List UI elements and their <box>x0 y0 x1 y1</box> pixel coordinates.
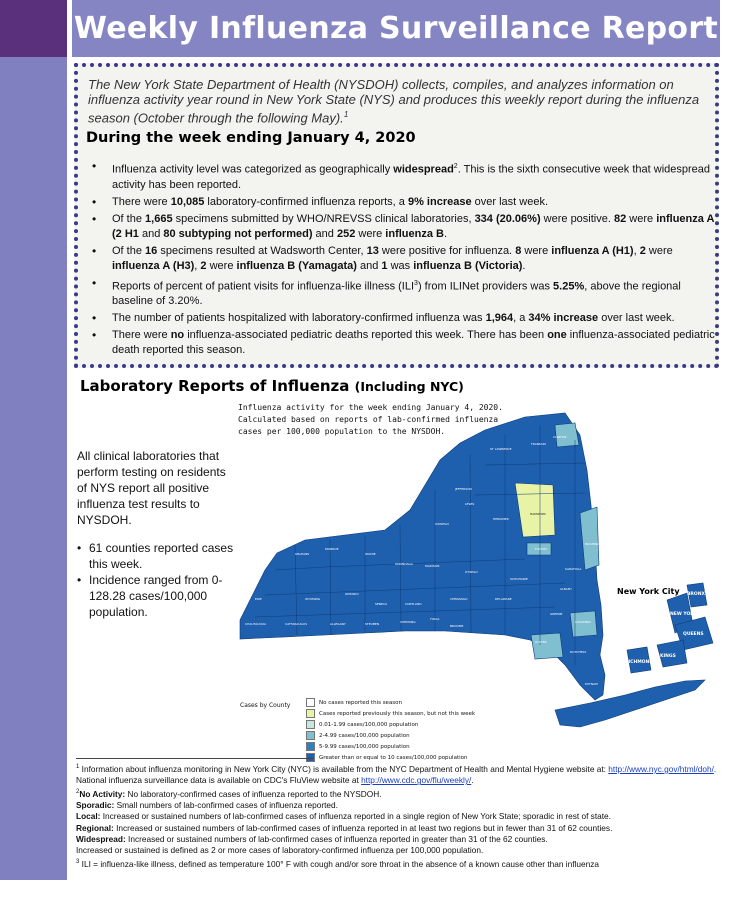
svg-text:ONTARIO: ONTARIO <box>345 592 359 596</box>
legend-item-very-high: Greater than or equal to 10 cases/100,000 population <box>306 752 475 763</box>
map-caption <box>238 402 528 438</box>
lab-bullet-counties: • 61 counties reported cases this week. <box>77 540 237 572</box>
legend-item-none: No cases reported this season <box>306 697 475 708</box>
svg-text:FULTON: FULTON <box>535 547 547 551</box>
svg-text:HAMILTON: HAMILTON <box>530 512 546 516</box>
svg-text:ALLEGANY: ALLEGANY <box>330 622 346 626</box>
svg-text:LEWIS: LEWIS <box>465 502 475 506</box>
svg-text:KINGS: KINGS <box>660 654 676 659</box>
title-banner <box>72 0 720 57</box>
legend-item-previous: Cases reported previously this season, but not this week <box>306 708 475 719</box>
svg-text:CORTLAND: CORTLAND <box>405 602 422 606</box>
intro-paragraph <box>88 77 713 125</box>
svg-text:ORLEANS: ORLEANS <box>295 552 310 556</box>
legend-swatch <box>306 720 315 729</box>
svg-text:CATTARAUGUS: CATTARAUGUS <box>285 622 307 626</box>
summary-box <box>74 63 719 368</box>
lab-bullet-list <box>77 540 237 620</box>
svg-text:PUTNAM: PUTNAM <box>585 682 598 686</box>
svg-text:ORANGE: ORANGE <box>535 672 548 676</box>
summary-bullet-list <box>90 159 718 360</box>
svg-text:OSWEGO: OSWEGO <box>435 522 449 526</box>
svg-text:DELAWARE: DELAWARE <box>495 597 512 601</box>
svg-text:BRONX: BRONX <box>687 592 705 597</box>
svg-text:HERKIMER: HERKIMER <box>493 517 509 521</box>
svg-text:WASHINGTON: WASHINGTON <box>585 542 606 546</box>
svg-text:SCHOHARIE: SCHOHARIE <box>510 577 528 581</box>
svg-text:JEFFERSON: JEFFERSON <box>455 487 472 491</box>
svg-text:NEW YORK: NEW YORK <box>670 612 698 617</box>
legend-item-low: 0.01-1.99 cases/100,000 population <box>306 719 475 730</box>
svg-text:WAYNE: WAYNE <box>365 552 376 556</box>
svg-text:GREENE: GREENE <box>550 612 563 616</box>
svg-text:DUTCHESS: DUTCHESS <box>570 650 587 654</box>
svg-text:CHENANGO: CHENANGO <box>450 597 468 601</box>
svg-text:OTSEGO: OTSEGO <box>465 570 478 574</box>
bullet-activity-level: • Influenza activity level was categorized as geographically widespread$^2$. This is the sixth consecutive week that widespread activity has been reported. <box>90 159 718 193</box>
legend-swatch <box>306 698 315 707</box>
svg-text:CHEMUNG: CHEMUNG <box>400 620 416 624</box>
footnote-1: $^1$ Information about influenza monitoring in New York City (NYC) is available from the NYC Department of Health and Mental Hygiene website at: http://www.nyc.gov/html/doh/. National influenza surveillance data is available on CDC's FluView website at http://www.cdc.gov/flu/weekly/. <box>76 763 717 786</box>
svg-text:RICHMOND: RICHMOND <box>625 660 654 665</box>
svg-text:ALBANY: ALBANY <box>560 587 572 591</box>
legend-title: Cases by County <box>240 702 291 709</box>
svg-text:MADISON: MADISON <box>425 564 440 568</box>
week-heading: During the week ending January 4, 2020 <box>86 130 416 146</box>
svg-text:WYOMING: WYOMING <box>305 597 321 601</box>
footnote-regional: Regional: Increased or sustained numbers of lab-confirmed cases of influenza reported in at least two regions but in fewer than 31 of 62 counties. <box>76 822 613 833</box>
footnote-divider <box>76 758 313 759</box>
map-legend <box>306 697 475 763</box>
footnote-3: $^3$ ILI = influenza-like illness, defined as temperature 100° F with cough and/or sore throat in the absence of a known cause other than influenza <box>76 858 599 869</box>
svg-text:CLINTON: CLINTON <box>553 435 567 439</box>
bullet-clinical-labs: • Of the 1,665 specimens submitted by WHO/NREVSS clinical laboratories, 334 (20.06%) were positive. 82 were influenza A (2 H1 and 80 subtyping not performed) and 252 were influenza B. <box>90 212 718 242</box>
svg-text:SENECA: SENECA <box>375 602 388 606</box>
footnote-widespread: Widespread: Increased or sustained numbers of lab-confirmed cases of influenza reported in greater than 31 of the 62 counties. <box>76 833 548 844</box>
legend-swatch <box>306 709 315 718</box>
intro-footnote-ref: 1 <box>343 110 349 119</box>
svg-text:CHAUTAUQUA: CHAUTAUQUA <box>245 622 267 626</box>
svg-text:QUEENS: QUEENS <box>683 632 704 637</box>
svg-text:SARATOGA: SARATOGA <box>565 567 582 571</box>
bullet-wadsworth: • Of the 16 specimens resulted at Wadsworth Center, 13 were positive for influenza. 8 were influenza A (H1), 2 were influenza A (H3), 2 were influenza B (Yamagata) and 1 was influenza B (Victoria). <box>90 244 718 274</box>
left-decorative-bar <box>0 0 67 880</box>
legend-item-moderate: 2-4.99 cases/100,000 population <box>306 730 475 741</box>
lab-reports-heading: Laboratory Reports of Influenza (Including NYC) <box>80 377 464 395</box>
legend-item-high: 5-9.99 cases/100,000 population <box>306 741 475 752</box>
svg-text:ST LAWRENCE: ST LAWRENCE <box>490 447 512 451</box>
bullet-lab-reports: • There were 10,085 laboratory-confirmed influenza reports, a 9% increase over last week. <box>90 195 718 210</box>
bullet-hospitalized: • The number of patients hospitalized with laboratory-confirmed influenza was 1,964, a 34% increase over last week. <box>90 311 718 326</box>
footnote-2: $^2$No Activity: No laboratory-confirmed cases of influenza reported to the NYSDOH. <box>76 788 382 799</box>
lab-heading-qualifier: (Including NYC) <box>354 379 464 394</box>
map-caption-line-1: Influenza activity for the week ending January 4, 2020. <box>238 403 503 412</box>
svg-text:STEUBEN: STEUBEN <box>365 622 380 626</box>
intro-text: The New York State Department of Health (NYSDOH) collects, compiles, and analyzes information on influenza activity year round in New York State (NYS) and produces this weekly report during the influenza season (October through the following May). <box>88 77 700 126</box>
footnote-sporadic: Sporadic: Small numbers of lab-confirmed cases of influenza reported. <box>76 799 338 810</box>
footnote-local: Local: Increased or sustained numbers of lab-confirmed cases of influenza reported in a single region of New York State; sporadic in rest of state. <box>76 811 611 822</box>
svg-text:ULSTER: ULSTER <box>535 640 547 644</box>
lab-bullet-incidence: • Incidence ranged from 0-128.28 cases/100,000 population. <box>77 572 237 620</box>
legend-swatch <box>306 742 315 751</box>
footnotes <box>76 758 721 870</box>
map-caption-line-3: cases per 100,000 population to the NYSDOH. <box>238 427 446 436</box>
svg-text:ONONDAGA: ONONDAGA <box>395 562 413 566</box>
svg-text:COLUMBIA: COLUMBIA <box>575 620 591 624</box>
footnote-increased: Increased or sustained is defined as 2 or more cases of laboratory-confirmed influenza per 100,000 population. <box>76 845 484 856</box>
nyc-inset-label: New York City <box>617 587 680 596</box>
svg-text:BROOME: BROOME <box>450 624 464 628</box>
map-county-ulster <box>531 633 563 659</box>
legend-swatch <box>306 731 315 740</box>
lab-description: All clinical laboratories that perform testing on residents of NYS report all positive influenza test results to NYSDOH. <box>77 449 226 527</box>
bullet-ili: • Reports of percent of patient visits for influenza-like illness (ILI$^3$) from ILINet providers was 5.25%, above the regional baseline of 3.20%. <box>90 276 718 310</box>
cdc-fluview-link[interactable]: http://www.cdc.gov/flu/weekly/ <box>361 775 472 786</box>
svg-text:ERIE: ERIE <box>255 597 262 601</box>
svg-text:MONROE: MONROE <box>325 547 339 551</box>
map-long-island <box>555 680 705 727</box>
corner-block <box>0 0 67 57</box>
svg-text:FRANKLIN: FRANKLIN <box>531 442 546 446</box>
map-county-columbia <box>570 611 597 637</box>
map-caption-line-2: Calculated based on reports of lab-confirmed influenza <box>238 415 499 424</box>
bullet-pediatric-deaths: • There were no influenza-associated pediatric deaths reported this week. There has been one influenza-associated pediatric death reported this season. <box>90 328 718 358</box>
svg-text:TIOGA: TIOGA <box>430 617 440 621</box>
page-title: Weekly Influenza Surveillance Report <box>73 11 719 46</box>
nyc-doh-link[interactable]: http://www.nyc.gov/html/doh/ <box>608 763 714 774</box>
